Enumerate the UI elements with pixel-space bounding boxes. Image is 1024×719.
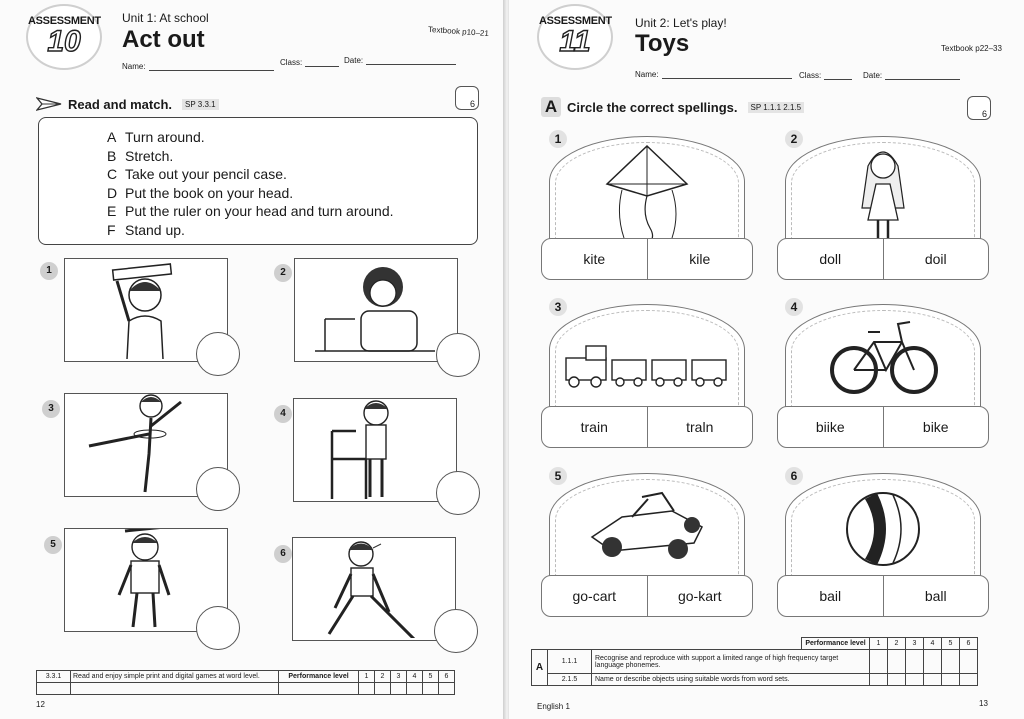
word-option-kile[interactable]: kile (647, 239, 753, 279)
class-field[interactable] (799, 71, 852, 80)
unit-title: Unit 2: Let's play! (635, 16, 727, 30)
date-label: Date: (344, 56, 364, 65)
rubric-table (531, 637, 978, 686)
empty-cell[interactable] (439, 683, 455, 695)
left-page (0, 0, 505, 719)
rubric-code-cell: 1.1.1 (548, 650, 592, 674)
ball-icon (843, 489, 923, 569)
empty-cell (37, 683, 71, 695)
level-cell[interactable]: 5 (423, 671, 439, 683)
empty-cell (279, 683, 359, 695)
item-number: 3 (42, 400, 60, 418)
answer-circle-2[interactable] (436, 333, 480, 377)
empty-cell[interactable] (407, 683, 423, 695)
score-box: 6 (455, 86, 479, 110)
rubric-score-cell[interactable] (960, 650, 978, 674)
card-number: 5 (549, 467, 567, 485)
unit-name: Act out (122, 26, 205, 53)
empty-cell (71, 683, 279, 695)
empty-cell[interactable] (375, 683, 391, 695)
word-options (777, 238, 989, 280)
doll-icon (848, 144, 918, 244)
class-label: Class: (280, 58, 303, 67)
word-option-biike[interactable]: biike (815, 419, 845, 435)
class-label: Class: (799, 71, 822, 80)
level-cell[interactable]: 4 (407, 671, 423, 683)
level-cell[interactable]: 6 (960, 638, 978, 650)
level-cell[interactable]: 2 (888, 638, 906, 650)
instruction-e (107, 202, 477, 221)
item-number: 2 (274, 264, 292, 282)
name-line (662, 71, 792, 79)
instruction-letter: E (107, 203, 117, 220)
date-line (366, 57, 456, 65)
instruction-b (107, 147, 477, 166)
rubric-score-cell[interactable] (870, 674, 888, 686)
level-cell[interactable]: 1 (359, 671, 375, 683)
skill-code: SP 3.3.1 (182, 99, 219, 110)
performance-label-cell: Performance level (802, 638, 870, 650)
instruction-letter: C (107, 166, 118, 183)
item-number: 6 (274, 545, 292, 563)
rubric-score-cell[interactable] (870, 650, 888, 674)
level-cell[interactable]: 3 (906, 638, 924, 650)
skill-code: SP 1.1.1 2.1.5 (748, 102, 805, 113)
card-number: 4 (785, 298, 803, 316)
instruction-text: Stretch. (125, 147, 174, 164)
empty-cell[interactable] (391, 683, 407, 695)
paper-plane-icon (36, 96, 62, 112)
level-cell[interactable]: 6 (439, 671, 455, 683)
assessment-badge (537, 4, 613, 70)
answer-circle-1[interactable] (196, 332, 240, 376)
child-stretching-icon (293, 538, 453, 638)
card-number: 3 (549, 298, 567, 316)
spelling-card-4 (777, 300, 989, 454)
word-option-doil[interactable]: doil (883, 239, 989, 279)
task-heading (541, 97, 804, 117)
answer-circle-3[interactable] (196, 467, 240, 511)
empty-cell (532, 638, 802, 650)
word-option-kite[interactable]: kite (583, 251, 606, 267)
skill-description-cell: Read and enjoy simple print and digital games at word level. (71, 671, 279, 683)
word-options (541, 238, 753, 280)
rubric-text-cell: Recognise and reproduce with support a limited range of high frequency target language phonemes. (592, 650, 870, 674)
unit-title: Unit 1: At school (122, 11, 209, 25)
word-options (777, 575, 989, 617)
class-line (824, 72, 852, 80)
date-field[interactable] (863, 71, 960, 80)
performance-table (36, 670, 455, 695)
class-line (305, 59, 339, 67)
textbook-reference: Textbook p22–33 (941, 44, 1002, 53)
unit-name: Toys (635, 30, 690, 57)
item-number: 1 (40, 262, 58, 280)
instruction-text: Put the ruler on your head and turn around. (125, 203, 394, 220)
instruction-text: Turn around. (125, 129, 205, 145)
word-option-traln[interactable]: traln (647, 407, 753, 447)
date-line (885, 72, 960, 80)
skill-code-cell: 3.3.1 (37, 671, 71, 683)
rubric-score-cell[interactable] (888, 650, 906, 674)
task-letter: A (541, 97, 561, 117)
level-cell[interactable]: 3 (391, 671, 407, 683)
picture-frame-6 (292, 537, 456, 641)
name-field[interactable] (635, 70, 792, 79)
rubric-score-cell[interactable] (942, 674, 960, 686)
page-number: 13 (979, 699, 988, 708)
section-cell: A (532, 650, 548, 686)
score-box: 6 (967, 96, 991, 120)
badge-number: 11 (559, 25, 591, 58)
level-cell[interactable]: 1 (870, 638, 888, 650)
bike-icon (828, 312, 938, 408)
instruction-text: Stand up. (125, 221, 185, 238)
name-field[interactable] (122, 62, 274, 71)
picture-frame-4 (293, 398, 457, 502)
rubric-score-cell[interactable] (906, 650, 924, 674)
rubric-text-cell: Name or describe objects using suitable words from word sets. (592, 674, 870, 686)
badge-label: ASSESSMENT (28, 15, 101, 27)
empty-cell[interactable] (423, 683, 439, 695)
word-option-bail[interactable]: bail (819, 588, 842, 604)
word-option-bike[interactable]: bike (883, 407, 989, 447)
spelling-card-5 (541, 469, 753, 623)
instruction-letter: B (107, 147, 117, 164)
answer-circle-4[interactable] (436, 471, 480, 515)
task-title: Circle the correct spellings. (567, 99, 738, 115)
rubric-score-cell[interactable] (924, 674, 942, 686)
word-option-ball[interactable]: ball (883, 576, 989, 616)
spelling-card-1 (541, 132, 753, 286)
right-page (509, 0, 1024, 719)
word-options (777, 406, 989, 448)
word-option-go-cart[interactable]: go-cart (572, 588, 617, 604)
textbook-reference: Textbook p10–21 (427, 24, 490, 39)
level-cell[interactable]: 5 (942, 638, 960, 650)
word-option-doll[interactable]: doll (819, 251, 842, 267)
card-number: 2 (785, 130, 803, 148)
name-label: Name: (122, 62, 146, 71)
train-icon (562, 340, 732, 388)
answer-circle-6[interactable] (434, 609, 478, 653)
rubric-score-cell[interactable] (942, 650, 960, 674)
instruction-letter: D (107, 184, 118, 201)
badge-label: ASSESSMENT (539, 15, 612, 27)
name-line (149, 63, 274, 71)
task-title: Read and match. (68, 96, 173, 112)
class-field[interactable] (280, 58, 339, 67)
assessment-badge (26, 4, 102, 70)
level-cell[interactable]: 4 (924, 638, 942, 650)
empty-cell[interactable] (359, 683, 375, 695)
date-label: Date: (863, 71, 883, 80)
card-number: 6 (785, 467, 803, 485)
footer-label: English 1 (537, 702, 570, 711)
spelling-card-6 (777, 469, 989, 623)
instruction-f (107, 221, 477, 240)
kite-icon (602, 144, 692, 244)
instruction-d (107, 184, 477, 203)
instruction-a (107, 128, 477, 147)
item-number: 4 (274, 405, 292, 423)
badge-number: 10 (47, 25, 81, 58)
instruction-text: Put the book on your head. (125, 184, 294, 201)
name-label: Name: (635, 70, 659, 79)
level-cell[interactable]: 2 (375, 671, 391, 683)
instruction-box (38, 117, 478, 245)
instruction-c (107, 165, 477, 184)
spelling-card-3 (541, 300, 753, 454)
card-number: 1 (549, 130, 567, 148)
rubric-score-cell[interactable] (888, 674, 906, 686)
word-option-train[interactable]: train (580, 419, 608, 435)
instruction-letter: A (107, 129, 117, 145)
answer-circle-5[interactable] (196, 606, 240, 650)
child-pencil-case-icon (295, 259, 455, 359)
rubric-score-cell[interactable] (906, 674, 924, 686)
performance-label-cell: Performance level (279, 671, 359, 683)
word-options (541, 406, 753, 448)
date-field[interactable] (344, 56, 456, 65)
rubric-score-cell[interactable] (924, 650, 942, 674)
rubric-code-cell: 2.1.5 (548, 674, 592, 686)
go-kart-icon (582, 487, 712, 567)
child-standing-up-icon (294, 399, 454, 499)
picture-frame-2 (294, 258, 458, 362)
instruction-text: Take out your pencil case. (125, 166, 287, 183)
spelling-card-2 (777, 132, 989, 286)
task-heading (36, 96, 219, 112)
instruction-letter: F (107, 221, 116, 238)
item-number: 5 (44, 536, 62, 554)
page-number: 12 (36, 700, 45, 709)
word-options (541, 575, 753, 617)
word-option-go-kart[interactable]: go-kart (647, 576, 753, 616)
rubric-score-cell[interactable] (960, 674, 978, 686)
